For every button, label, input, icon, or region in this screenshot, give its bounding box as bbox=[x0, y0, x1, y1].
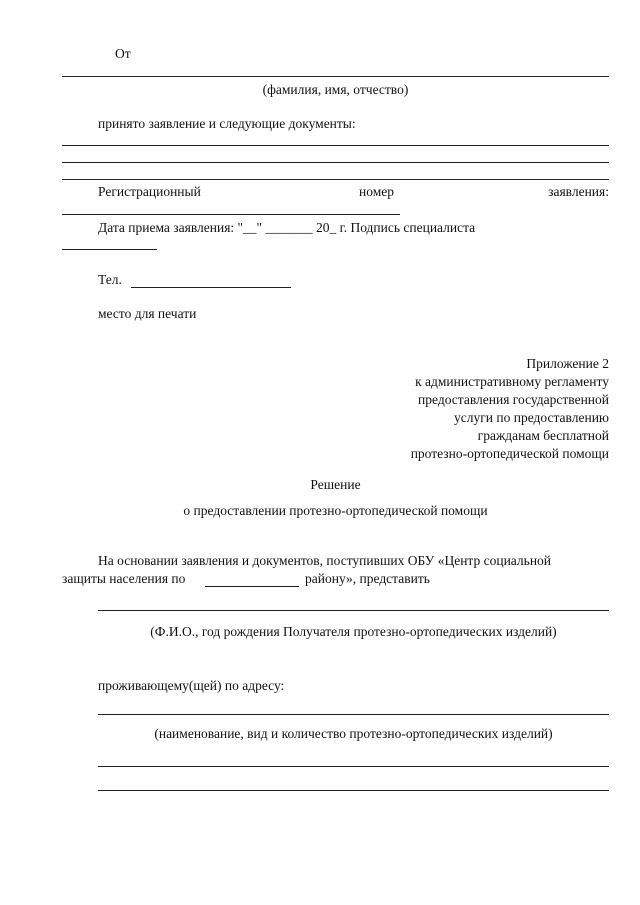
accepted-text: принято заявление и следующие документы: bbox=[98, 116, 356, 131]
address-line bbox=[98, 714, 609, 715]
items-caption: (наименование, вид и количество протезно-ортопедических изделий) bbox=[154, 726, 553, 741]
appendix-line-6: протезно-ортопедической помощи bbox=[410, 446, 609, 461]
documents-line-2 bbox=[62, 162, 609, 163]
reg-word-2: номер bbox=[359, 184, 395, 199]
signature-line bbox=[62, 249, 157, 250]
recipient-line bbox=[98, 610, 609, 611]
district-line bbox=[205, 586, 299, 587]
decision-subtitle: о предоставлении протезно-ортопедической помощи bbox=[183, 503, 488, 518]
appendix-line-4: услуги по предоставлению bbox=[454, 410, 609, 425]
stamp-place: место для печати bbox=[98, 306, 197, 321]
reg-word-3: заявления: bbox=[548, 184, 609, 199]
address-label: проживающему(щей) по адресу: bbox=[98, 678, 285, 693]
date-text: Дата приема заявления: "__" _______ 20_ г. Подпись специалиста bbox=[98, 220, 476, 235]
reg-word-1: Регистрационный bbox=[98, 184, 201, 199]
recipient-caption: (Ф.И.О., год рождения Получателя протезно-ортопедических изделий) bbox=[150, 624, 557, 639]
phone-line bbox=[131, 287, 291, 288]
items-line-1 bbox=[98, 766, 609, 767]
basis-line-1: На основании заявления и документов, поступивших ОБУ «Центр социальной bbox=[98, 553, 552, 568]
documents-line-1 bbox=[62, 145, 609, 146]
documents-line-3 bbox=[62, 179, 609, 180]
decision-title: Решение bbox=[310, 477, 361, 492]
fio-caption: (фамилия, имя, отчество) bbox=[262, 82, 409, 97]
appendix-line-5: гражданам бесплатной bbox=[477, 428, 609, 443]
basis-line-2a: защиты населения по bbox=[62, 571, 186, 586]
basis-line-2b: району», представить bbox=[305, 571, 430, 586]
reg-number-line bbox=[62, 214, 400, 215]
from-label: От bbox=[115, 46, 131, 61]
appendix-line-1: Приложение 2 bbox=[526, 356, 609, 371]
phone-label: Тел. bbox=[98, 272, 122, 287]
appendix-line-3: предоставления государственной bbox=[418, 392, 609, 407]
appendix-line-2: к административному регламенту bbox=[415, 374, 609, 389]
items-line-2 bbox=[98, 790, 609, 791]
from-fill-line bbox=[62, 76, 609, 77]
